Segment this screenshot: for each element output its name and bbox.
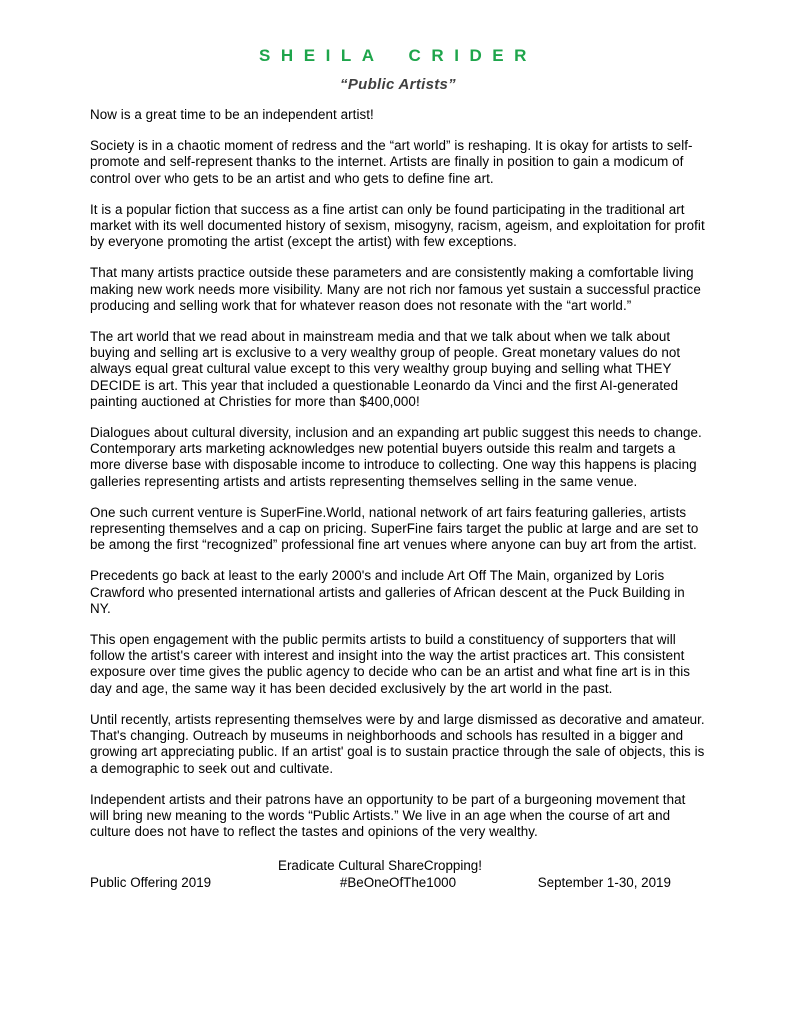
footer-dates: September 1-30, 2019 — [537, 875, 671, 891]
paragraph: Society is in a chaotic moment of redress and the “art world” is reshaping. It is okay for artists to self-promote and self-represent thanks to the internet. Artists are finally in position to gain a modicum of control over who gets to be an artist and who gets to define fine art. — [90, 138, 693, 186]
page-subtitle: “Public Artists” — [340, 76, 456, 93]
document-footer — [90, 858, 706, 891]
paragraph: Precedents go back at least to the early 2000's and include Art Off The Main, organized by Loris Crawford who presented international artists and galleries of African descent at the Puck Building in NY. — [90, 568, 685, 616]
paragraph: This open engagement with the public permits artists to build a constituency of supporters that will follow the artist's career with interest and insight into the way the artist practices art. This consistent exposure over time gives the public agency to decide who can be an artist and what fine art is in this day and age, the same way it has been decided exclusively by the art world in the past. — [90, 632, 691, 696]
page-title: SHEILA CRIDER — [259, 46, 537, 65]
paragraph: Until recently, artists representing themselves were by and large dismissed as decorative and amateur. That's changing. Outreach by museums in neighborhoods and schools has resulted in a bigger and growing art appreciating public. If an artist' goal is to sustain practice through the sale of objects, this is a demographic to seek out and cultivate. — [90, 711, 705, 776]
footer-event-name: Public Offering 2019 — [90, 875, 212, 891]
footer-row — [90, 875, 706, 891]
paragraph: Dialogues about cultural diversity, inclusion and an expanding art public suggest this needs to change. Contemporary arts marketing acknowledges new potential buyers outside this realm and targets a more diverse base with disposable income to introduce to collecting. One way this happens is placing galleries representing artists and artists representing themselves selling in the same venue. — [90, 425, 702, 489]
paragraph: That many artists practice outside these parameters and are consistently making a comfortable living making new work needs more visibility. Many are not rich nor famous yet sustain a successful practice producing and selling work that for whatever reason does not resonate with the “art world.” — [90, 265, 701, 313]
document-body — [90, 107, 706, 840]
footer-hashtag: #BeOneOfThe1000 — [339, 875, 457, 891]
paragraph: One such current venture is SuperFine.World, national network of art fairs featuring galleries, artists representing themselves and a cap on pricing. SuperFine fairs target the public at large and are set to be among the first “recognized” professional fine art venues where anyone can buy art from the artist. — [90, 504, 699, 553]
paragraph: Now is a great time to be an independent artist! — [90, 107, 374, 122]
footer-slogan: Eradicate Cultural ShareCropping! — [278, 858, 482, 874]
paragraph: It is a popular fiction that success as a fine artist can only be found participating in the traditional art market with its well documented history of sexism, misogyny, racism, ageism, and exploitation for profit by everyone promoting the artist (except the artist) with few exceptions. — [90, 201, 705, 250]
paragraph: Independent artists and their patrons have an opportunity to be part of a burgeoning movement that will bring new meaning to the words “Public Artists.” We live in an age when the course of art and culture does not have to reflect the tastes and opinions of the very wealthy. — [90, 791, 686, 840]
paragraph: The art world that we read about in mainstream media and that we talk about when we talk about buying and selling art is exclusive to a very wealthy group of people. Great monetary values do not always equal great cultural value except to this very wealthy group buying and selling what THEY DECIDE is art. This year that included a questionable Leonardo da Vinci and the first AI-generated painting auctioned at Christies for more than $400,000! — [90, 329, 681, 409]
